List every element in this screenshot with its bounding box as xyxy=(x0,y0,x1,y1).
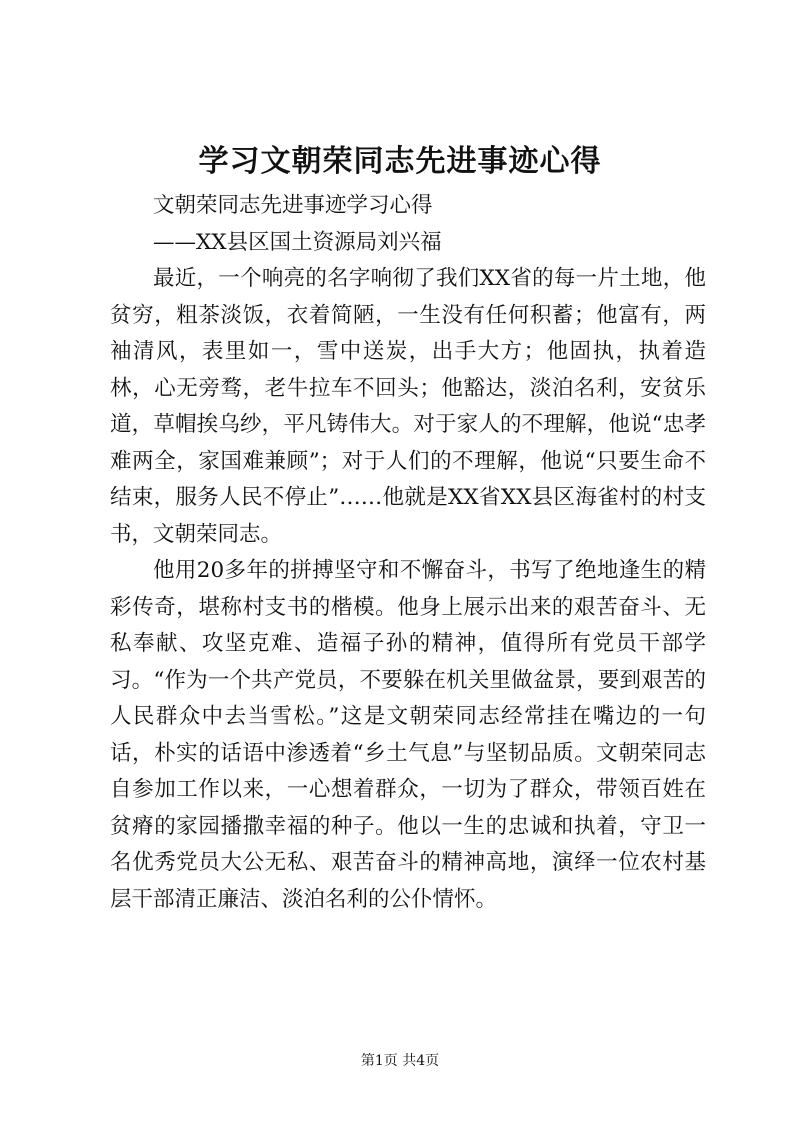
document-subtitle: 文朝荣同志先进事迹学习心得 xyxy=(153,193,433,218)
paragraph-1: 最近，一个响亮的名字响彻了我们XX省的每一片土地，他贫穷，粗茶淡饭，衣着简陋，一生没有任何积蓄；他富有，两袖清风，表里如一，雪中送炭，出手大方；他固执，执着造林，心无旁骛，老牛拉车不回头；他豁达，淡泊名利，安贫乐道，草帽挨乌纱，平凡铸伟大。对于家人的不理解，他说“忠孝难两全，家国难兼顾”；对于人们的不理解，他说“只要生命不结束，服务人民不停止”……他就是XX省XX县区海雀村的村支书，文朝荣同志。 xyxy=(110,266,706,547)
document-body xyxy=(110,188,706,918)
paragraph-2: 他用20多年的拼搏坚守和不懈奋斗，书写了绝地逢生的精彩传奇，堪称村支书的楷模。他身上展示出来的艰苦奋斗、无私奉献、攻坚克难、造福子孙的精神，值得所有党员干部学习。“作为一个共产党员，不要躲在机关里做盆景，要到艰苦的人民群众中去当雪松。”这是文朝荣同志经常挂在嘴边的一句话，朴实的话语中渗透着“乡土气息”与坚韧品质。文朝荣同志自参加工作以来，一心想着群众，一切为了群众，带领百姓在贫瘠的家园播撒幸福的种子。他以一生的忠诚和执着，守卫一名优秀党员大公无私、艰苦奋斗的精神高地，演绎一位农村基层干部清正廉洁、淡泊名利的公仆情怀。 xyxy=(110,558,706,912)
page-number: 第1页 共4页 xyxy=(360,1053,440,1069)
document-author: ——XX县区国土资源局刘兴福 xyxy=(153,229,442,255)
document-title: 学习文朝荣同志先进事迹心得 xyxy=(198,144,602,179)
